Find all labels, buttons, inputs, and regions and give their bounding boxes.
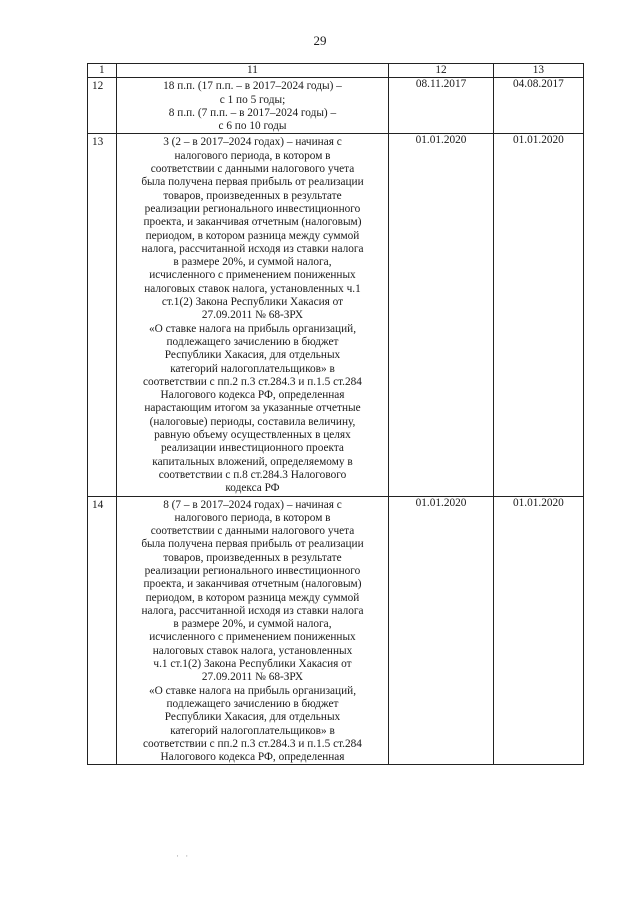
row-number: 12 — [88, 78, 117, 134]
description-line: капитальных вложений, определяемому в — [152, 455, 353, 468]
description-line: проекта, и заканчивая отчетным (налоговым) — [143, 578, 362, 591]
description-line: «О ставке налога на прибыль организаций, — [148, 684, 357, 697]
description-line: периодом, в котором разница между суммой — [145, 591, 360, 604]
description-line: исчисленного с применением пониженных — [149, 269, 356, 282]
description-line: 8 п.п. (7 п.п. – в 2017–2024 годы) – — [168, 106, 337, 119]
description-line: налога, рассчитанной исходя из ставки налога — [141, 242, 364, 255]
description-line: товаров, произведенных в результате — [163, 551, 342, 564]
description-line: в размере 20%, и суммой налога, — [173, 256, 332, 269]
description-line: была получена первая прибыль от реализации — [141, 538, 364, 551]
description-line: с 6 по 10 годы — [218, 120, 287, 133]
description-line: соответствии с п.8 ст.284.3 Налогового — [158, 468, 347, 481]
row-description — [116, 496, 389, 765]
description-line: нарастающим итогом за указанные отчетные — [144, 402, 361, 415]
table-row — [88, 78, 584, 134]
row-number: 14 — [88, 496, 117, 765]
date-col-12: 08.11.2017 — [389, 78, 494, 134]
table-header-row — [88, 64, 584, 78]
description-line: реализации регионального инвестиционного — [144, 202, 361, 215]
page-number: 29 — [313, 33, 327, 48]
description-line: в размере 20%, и суммой налога, — [173, 618, 332, 631]
description-line: товаров, произведенных в результате — [163, 189, 342, 202]
description-line: соответствии с пп.2 п.3 ст.284.3 и п.1.5 ст.284 — [143, 737, 362, 750]
table-row — [88, 496, 584, 765]
description-line: проекта, и заканчивая отчетным (налоговым) — [143, 216, 362, 229]
description-line: налога, рассчитанной исходя из ставки налога — [141, 604, 364, 617]
description-line: подлежащего зачислению в бюджет — [166, 335, 339, 348]
description-line: реализации регионального инвестиционного — [144, 564, 361, 577]
description-line: реализации инвестиционного проекта — [161, 442, 344, 455]
header-col-13: 13 — [493, 64, 583, 78]
description-line: Налогового кодекса РФ, определенная — [160, 751, 345, 764]
description-line: 27.09.2011 № 68-ЗРХ — [201, 309, 304, 322]
row-description — [116, 134, 389, 496]
date-col-12: 01.01.2020 — [389, 496, 494, 765]
description-line: кодекса РФ — [225, 482, 280, 495]
description-line: категорий налогоплательщиков» в — [170, 362, 335, 375]
description-line: Республики Хакасия, для отдельных — [164, 349, 341, 362]
description-line: налоговых ставок налога, установленных ч.1 — [144, 282, 361, 295]
date-col-13: 04.08.2017 — [493, 78, 583, 134]
date-col-12: 01.01.2020 — [389, 134, 494, 496]
description-line: соответствии с данными налогового учета — [150, 163, 355, 176]
description-line: равную объему осуществленных в целях — [154, 429, 351, 442]
description-line: Республики Хакасия, для отдельных — [164, 711, 341, 724]
description-line: Налогового кодекса РФ, определенная — [160, 389, 345, 402]
description-line: соответствии с данными налогового учета — [150, 525, 355, 538]
description-line: с 1 по 5 годы; — [219, 93, 286, 106]
description-line: налогового периода, в котором в — [174, 149, 331, 162]
description-line: 18 п.п. (17 п.п. – в 2017–2024 годы) – — [163, 80, 342, 93]
scan-artifact: · · — [176, 851, 191, 861]
description-line: исчисленного с применением пониженных — [149, 631, 356, 644]
description-line: периодом, в котором разница между суммой — [145, 229, 360, 242]
header-col-12: 12 — [389, 64, 494, 78]
tax-rate-table — [87, 63, 584, 765]
table-row — [88, 134, 584, 496]
description-line: ч.1 ст.1(2) Закона Республики Хакасия от — [153, 658, 352, 671]
description-line: налоговых ставок налога, установленных — [152, 644, 353, 657]
description-line: налогового периода, в котором в — [174, 511, 331, 524]
description-line: 27.09.2011 № 68-ЗРХ — [201, 671, 304, 684]
description-line: была получена первая прибыль от реализации — [141, 176, 364, 189]
row-number: 13 — [88, 134, 117, 496]
date-col-13: 01.01.2020 — [493, 134, 583, 496]
header-col-1: 1 — [88, 64, 117, 78]
description-line: категорий налогоплательщиков» в — [170, 724, 335, 737]
description-line: «О ставке налога на прибыль организаций, — [148, 322, 357, 335]
description-line: 3 (2 – в 2017–2024 годах) – начиная с — [163, 136, 342, 149]
date-col-13: 01.01.2020 — [493, 496, 583, 765]
header-col-11: 11 — [116, 64, 389, 78]
row-description — [116, 78, 389, 134]
description-line: соответствии с пп.2 п.3 ст.284.3 и п.1.5 ст.284 — [143, 375, 362, 388]
description-line: (налоговые) периоды, составила величину, — [149, 415, 356, 428]
description-line: ст.1(2) Закона Республики Хакасия от — [161, 296, 344, 309]
description-line: 8 (7 – в 2017–2024 годах) – начиная с — [163, 498, 342, 511]
description-line: подлежащего зачислению в бюджет — [166, 697, 339, 710]
